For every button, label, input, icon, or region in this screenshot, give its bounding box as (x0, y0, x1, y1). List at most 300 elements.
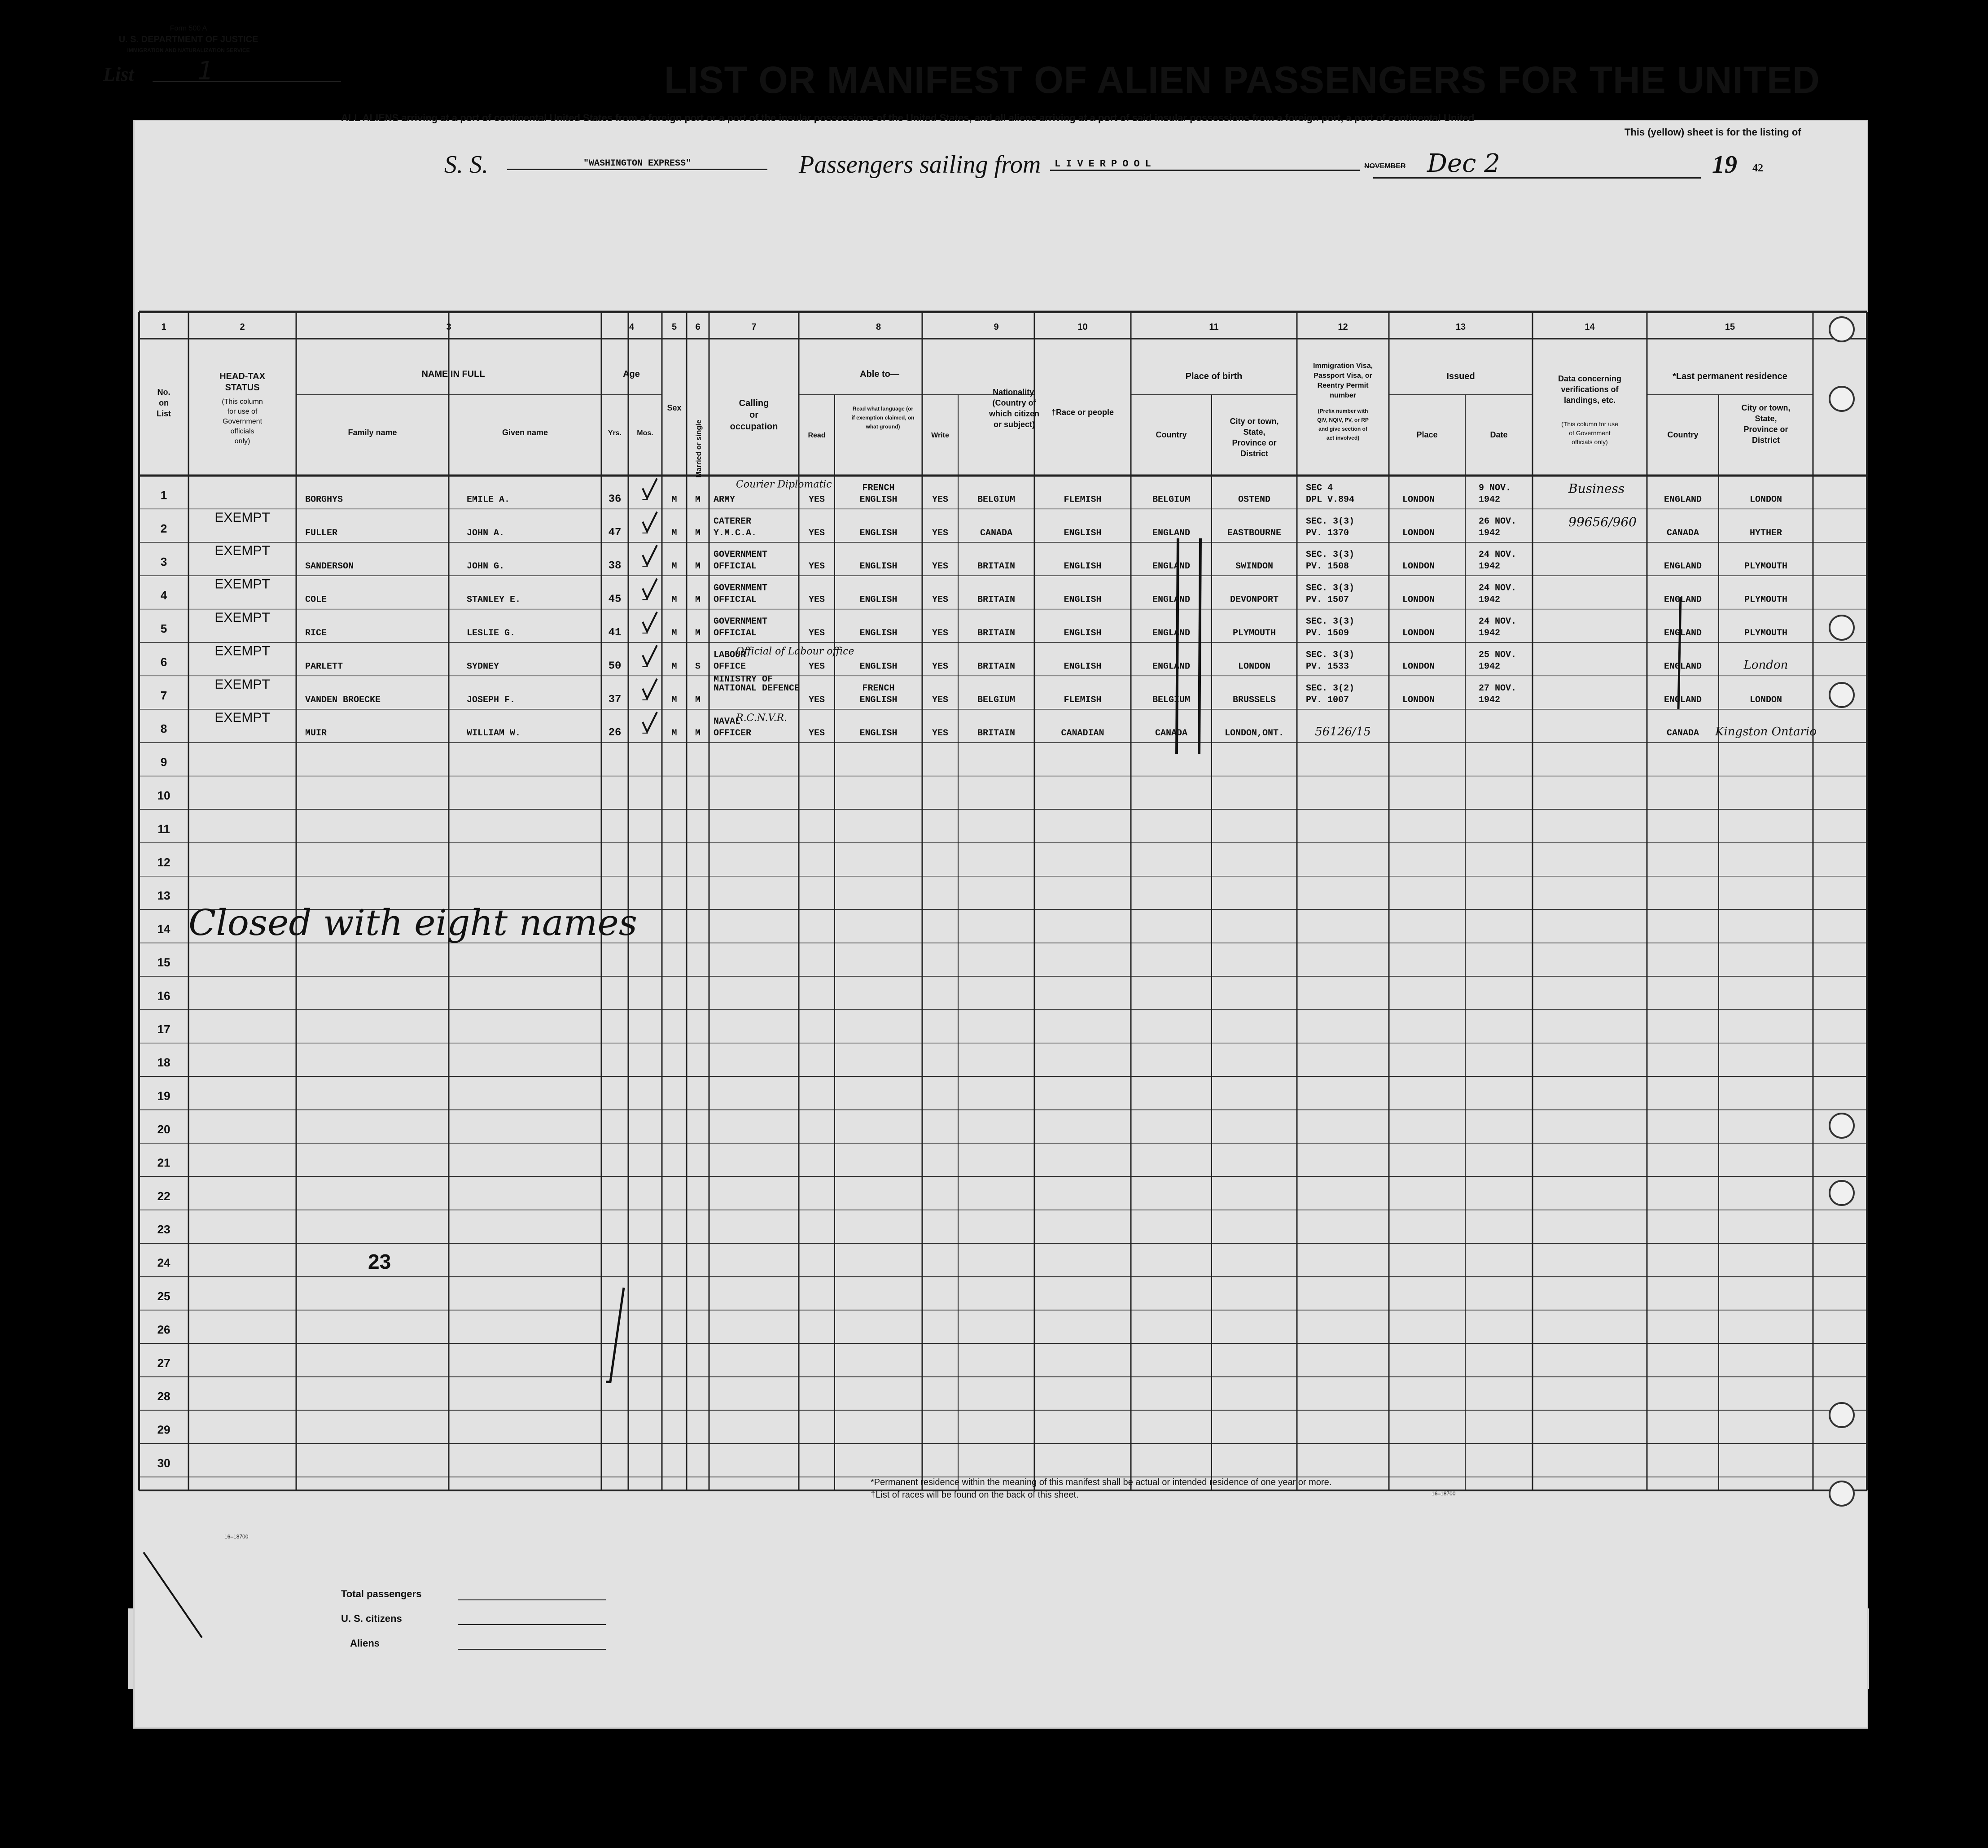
total-passengers-field[interactable] (458, 1599, 606, 1600)
column-number: 14 (1585, 322, 1595, 332)
header-visa: Passport Visa, or (1314, 372, 1372, 380)
row-language: ENGLISH (859, 661, 898, 672)
row-issued-date: 1942 (1479, 594, 1501, 605)
row-read: YES (808, 561, 825, 572)
row-res-city: PLYMOUTH (1744, 594, 1788, 605)
header-name-in-full: NAME IN FULL (421, 369, 485, 379)
row-nationality: CANADA (980, 528, 1013, 538)
row-number: 1 (160, 488, 167, 502)
row-nationality: BRITAIN (977, 594, 1016, 605)
row-birth-city: LONDON,ONT. (1224, 728, 1284, 739)
row-occupation: OFFICIAL (714, 628, 757, 638)
row-occupation: OFFICIAL (714, 594, 757, 605)
row-res-city: Kingston Ontario (1715, 725, 1817, 739)
row-number: 16 (157, 989, 171, 1003)
header-verifications-note: of Government (1569, 429, 1611, 437)
row-number: 22 (157, 1189, 171, 1203)
row-visa: PV. 1507 (1306, 594, 1349, 605)
row-issued-date: 24 NOV. (1479, 616, 1517, 627)
row-visa: SEC. 3(3) (1306, 550, 1355, 560)
row-race: FLEMISH (1064, 695, 1102, 705)
header-read-language: Read what language (or (852, 406, 914, 412)
list-label: List (103, 63, 134, 85)
row-number: 26 (157, 1323, 171, 1337)
stray-mark-icon (144, 1552, 202, 1638)
row-birth-country: BELGIUM (1152, 695, 1191, 705)
header-res-city: District (1752, 436, 1780, 445)
row-issued-date: 1942 (1479, 494, 1501, 505)
page-stamp: 23 (368, 1250, 391, 1273)
row-number: 20 (157, 1123, 171, 1136)
header-visa: number (1330, 392, 1356, 399)
header-birth-city: State, (1243, 428, 1265, 437)
header-nationality: (Country of (992, 398, 1036, 407)
column-number: 2 (240, 322, 245, 332)
row-birth-city: SWINDON (1235, 561, 1274, 572)
binder-hole-icon (1829, 1113, 1855, 1139)
row-verification: Business (1568, 481, 1625, 496)
footnote-races: †List of races will be found on the back of this sheet. (871, 1490, 1079, 1500)
column-number: 15 (1725, 322, 1735, 332)
row-age-years: 41 (608, 627, 622, 639)
row-read: YES (808, 728, 825, 739)
row-birth-city: OSTEND (1238, 494, 1271, 505)
row-occupation: MINISTRY OF (714, 674, 773, 685)
row-write: YES (932, 594, 949, 605)
header-issued: Issued (1446, 371, 1475, 381)
row-language: FRENCH (862, 683, 895, 694)
total-passengers-label: Total passengers (341, 1588, 422, 1599)
row-married: M (695, 494, 701, 505)
row-write: YES (932, 528, 949, 538)
row-language: ENGLISH (859, 728, 898, 739)
row-visa: DPL V.894 (1306, 494, 1355, 505)
row-nationality: BRITAIN (977, 628, 1016, 638)
row-res-city: PLYMOUTH (1744, 561, 1788, 572)
row-family-name: RICE (305, 628, 327, 638)
row-occupation: ARMY (714, 494, 736, 505)
row-birth-country: CANADA (1155, 728, 1188, 739)
header-birth-country: Country (1156, 430, 1187, 439)
column-number: 8 (876, 322, 881, 332)
row-issued-date: 1942 (1479, 695, 1501, 705)
header-able-to: Able to— (860, 369, 899, 379)
us-citizens-label: U. S. citizens (341, 1613, 402, 1624)
row-age-years: 38 (608, 560, 622, 572)
row-birth-country: ENGLAND (1152, 661, 1191, 672)
row-number: 7 (160, 688, 167, 702)
header-res-city: State, (1755, 414, 1777, 423)
column-number: 6 (695, 322, 701, 332)
row-issued-place: LONDON (1402, 695, 1435, 705)
row-occupation: OFFICIAL (714, 561, 757, 572)
header-head-tax-note: (This column (222, 398, 263, 406)
row-res-city: London (1743, 658, 1788, 672)
row-language: ENGLISH (859, 528, 898, 538)
row-issued-place: LONDON (1402, 528, 1435, 538)
row-age-months: — (642, 661, 648, 672)
row-nationality: BRITAIN (977, 561, 1016, 572)
long-check-mark-icon (606, 1288, 624, 1382)
header-visa: Immigration Visa, (1313, 362, 1373, 370)
sailing-label: Passengers sailing from (799, 151, 1041, 179)
header-read: Read (808, 432, 826, 439)
row-occupation-handwritten: Official of Labour office (736, 646, 854, 657)
page-title: LIST OR MANIFEST OF ALIEN PASSENGERS FOR THE UNITED (664, 59, 1820, 101)
row-issued-date: 9 NOV. (1479, 483, 1511, 494)
header-issued-date: Date (1490, 430, 1508, 439)
aliens-field[interactable] (458, 1649, 606, 1650)
header-head-tax: HEAD-TAX (219, 371, 265, 381)
row-issued-date: 1942 (1479, 661, 1501, 672)
header-verifications-note: (This column for use (1561, 420, 1618, 428)
header-head-tax-note: for use of (227, 408, 258, 415)
row-number: 21 (157, 1156, 171, 1170)
header-race: †Race or people (1051, 408, 1114, 417)
ship-name: "WASHINGTON EXPRESS" (507, 158, 767, 170)
row-headtax: EXEMPT (215, 677, 270, 692)
header-sex: Sex (667, 403, 682, 412)
row-number: 9 (160, 755, 167, 769)
header-verifications: landings, etc. (1563, 396, 1616, 405)
header-calling: Calling (739, 398, 769, 408)
row-visa: SEC 4 (1306, 483, 1333, 494)
column-number: 9 (994, 322, 999, 332)
row-issued-date: 27 NOV. (1479, 683, 1517, 694)
header-visa-note: QIV, NQIV, PV, or RP (1317, 417, 1369, 423)
list-value: 1 (197, 57, 214, 86)
row-married: M (695, 695, 701, 705)
row-family-name: BORGHYS (305, 494, 343, 505)
row-nationality: BRITAIN (977, 728, 1016, 739)
row-occupation: OFFICER (714, 728, 752, 739)
row-number: 25 (157, 1289, 171, 1303)
column-number: 11 (1209, 322, 1219, 332)
row-res-city: HYTHER (1749, 528, 1782, 538)
row-number: 8 (160, 722, 167, 736)
row-read: YES (808, 628, 825, 638)
row-given-name: SYDNEY (467, 661, 499, 672)
year-suffix: 42 (1752, 162, 1763, 174)
row-headtax: EXEMPT (215, 710, 270, 725)
row-visa: 56126/15 (1315, 725, 1371, 739)
row-number: 4 (160, 588, 167, 602)
row-res-country: ENGLAND (1664, 628, 1702, 638)
header-read-language: if exemption claimed, on (851, 415, 915, 421)
row-number: 27 (157, 1356, 171, 1370)
row-issued-date: 25 NOV. (1479, 650, 1517, 660)
row-visa: PV. 1508 (1306, 561, 1349, 572)
row-married: S (695, 661, 701, 672)
header-mos: Mos. (637, 429, 653, 437)
row-occupation: GOVERNMENT (714, 550, 768, 560)
header-verifications-note: officials only) (1572, 438, 1608, 446)
row-occupation-handwritten: Courier Diplomatic (736, 479, 832, 490)
row-given-name: LESLIE G. (467, 628, 516, 638)
row-res-country: ENGLAND (1664, 494, 1702, 505)
row-language: ENGLISH (859, 494, 898, 505)
row-age-months: — (642, 728, 648, 739)
row-headtax: EXEMPT (215, 510, 270, 525)
row-write: YES (932, 695, 949, 705)
row-age-years: 37 (608, 693, 622, 706)
row-race: ENGLISH (1064, 628, 1102, 638)
row-birth-city: EASTBOURNE (1227, 528, 1282, 538)
header-age: Age (623, 369, 640, 379)
row-occupation: NAVAL (714, 716, 741, 727)
row-birth-city: PLYMOUTH (1232, 628, 1276, 638)
row-issued-date: 26 NOV. (1479, 516, 1517, 527)
binder-hole-icon (1829, 615, 1855, 641)
row-issued-place: LONDON (1402, 628, 1435, 638)
row-age-months: — (642, 528, 648, 538)
row-married: M (695, 528, 701, 538)
row-occupation: CATERER (714, 516, 752, 527)
row-birth-city: DEVONPORT (1230, 594, 1279, 605)
column-number: 3 (446, 322, 451, 332)
row-res-country: CANADA (1666, 728, 1699, 739)
row-visa: PV. 1509 (1306, 628, 1349, 638)
row-occupation: Y.M.C.A. (714, 528, 757, 538)
row-occupation: GOVERNMENT (714, 616, 768, 627)
row-res-country: ENGLAND (1664, 561, 1702, 572)
row-occupation: OFFICE (714, 661, 746, 672)
row-family-name: SANDERSON (305, 561, 354, 572)
row-age-months: — (642, 494, 648, 505)
row-headtax: EXEMPT (215, 543, 270, 559)
row-number: 2 (160, 521, 167, 535)
footnote-residence: *Permanent residence within the meaning of this manifest shall be actual or intended residence of one year or more. (871, 1477, 1332, 1487)
row-nationality: BRITAIN (977, 661, 1016, 672)
row-language: ENGLISH (859, 561, 898, 572)
row-issued-place: LONDON (1402, 661, 1435, 672)
row-language: ENGLISH (859, 628, 898, 638)
column-number: 7 (751, 322, 757, 332)
row-number: 18 (157, 1056, 171, 1070)
row-number: 19 (157, 1089, 171, 1103)
row-read: YES (808, 528, 825, 538)
column-number: 10 (1077, 322, 1088, 332)
row-visa: SEC. 3(2) (1306, 683, 1355, 694)
tick-mark-icon (1177, 538, 1178, 754)
header-birth-city: City or town, (1230, 417, 1279, 426)
tick-mark-icon (1678, 597, 1681, 709)
binder-hole-icon (1829, 1481, 1855, 1507)
header-nationality: Nationality. (993, 388, 1036, 397)
header-birth-city: Province or (1232, 438, 1277, 447)
row-number: 3 (160, 555, 167, 569)
header-res-city: City or town, (1741, 403, 1791, 412)
header-head-tax: STATUS (225, 383, 260, 393)
header-visa: Reentry Permit (1317, 382, 1369, 389)
row-number: 28 (157, 1389, 171, 1403)
row-age-months: — (642, 561, 648, 572)
row-age-years: 45 (608, 593, 622, 606)
binder-hole-icon (1829, 682, 1855, 708)
header-no-on-list: on (159, 398, 169, 407)
row-occupation: NATIONAL DEFENCE (714, 683, 800, 694)
month-printed: NOVEMBER (1364, 162, 1406, 170)
row-race: ENGLISH (1064, 594, 1102, 605)
row-birth-city: BRUSSELS (1232, 695, 1276, 705)
row-birth-city: LONDON (1238, 661, 1271, 672)
header-head-tax-note: Government (222, 418, 263, 425)
header-issued-place: Place (1416, 430, 1438, 439)
row-visa: SEC. 3(3) (1306, 583, 1355, 594)
row-write: YES (932, 661, 949, 672)
header-verifications: verifications of (1561, 385, 1619, 394)
row-write: YES (932, 728, 949, 739)
row-number: 10 (157, 789, 171, 802)
row-number: 15 (157, 956, 171, 969)
row-sex: M (671, 695, 677, 705)
row-race: ENGLISH (1064, 528, 1102, 538)
row-family-name: PARLETT (305, 661, 343, 672)
row-issued-date: 24 NOV. (1479, 583, 1517, 594)
header-yrs: Yrs. (608, 429, 622, 437)
row-married: M (695, 594, 701, 605)
row-birth-country: ENGLAND (1152, 594, 1191, 605)
closed-note: Closed with eight names (188, 902, 637, 944)
us-citizens-field[interactable] (458, 1624, 606, 1625)
binder-hole-icon (1829, 316, 1855, 342)
column-number: 5 (671, 322, 677, 332)
row-number: 29 (157, 1423, 171, 1437)
header-write: Write (931, 432, 949, 439)
department: U. S. DEPARTMENT OF JUSTICE (118, 35, 258, 44)
row-given-name: JOSEPH F. (467, 695, 516, 705)
header-res-country: Country (1667, 430, 1699, 439)
header-calling: or (749, 410, 758, 420)
row-number: 6 (160, 655, 167, 669)
row-number: 17 (157, 1022, 171, 1036)
row-occupation-handwritten: R.C.N.V.R. (736, 712, 788, 724)
intro-text: ALL ALIENS arriving at a port of continental United States from a foreign port or a port of the insular possessions of the United States, and all aliens arriving at a port of said insular possessions from a foreign port, a port of continental United (341, 112, 1475, 123)
form-code: 16–18700 (1432, 1490, 1456, 1497)
row-res-city: LONDON (1749, 494, 1782, 505)
header-given-name: Given name (502, 428, 548, 437)
row-sex: M (671, 594, 677, 605)
row-number: 13 (157, 889, 171, 903)
service: IMMIGRATION AND NATURALIZATION SERVICE (127, 47, 250, 53)
row-read: YES (808, 494, 825, 505)
row-sex: M (671, 728, 677, 739)
row-family-name: FULLER (305, 528, 338, 538)
row-number: 24 (157, 1256, 171, 1270)
row-sex: M (671, 528, 677, 538)
row-res-country: CANADA (1666, 528, 1699, 538)
sailing-port: LIVERPOOL (1050, 158, 1360, 171)
header-res-city: Province or (1743, 425, 1788, 434)
row-race: FLEMISH (1064, 494, 1102, 505)
aliens-label: Aliens (350, 1638, 380, 1649)
month-handwritten: Dec 2 (1427, 149, 1500, 178)
row-age-months: — (642, 594, 648, 605)
binder-hole-icon (1829, 1180, 1855, 1206)
row-race: CANADIAN (1061, 728, 1104, 739)
row-birth-country: BELGIUM (1152, 494, 1191, 505)
row-write: YES (932, 494, 949, 505)
tick-mark-icon (1199, 538, 1200, 754)
header-calling: occupation (730, 422, 778, 432)
column-number: 4 (629, 322, 635, 332)
row-issued-place: LONDON (1402, 594, 1435, 605)
row-number: 30 (157, 1456, 171, 1470)
year-prefix: 19 (1712, 151, 1737, 179)
row-nationality: BELGIUM (977, 494, 1016, 505)
row-age-years: 36 (608, 493, 622, 506)
row-age-months: — (642, 628, 648, 638)
form-number: Form 500 A (170, 25, 207, 32)
row-verification: 99656/960 (1568, 514, 1637, 529)
row-sex: M (671, 661, 677, 672)
row-family-name: MUIR (305, 728, 327, 739)
row-read: YES (808, 661, 825, 672)
row-issued-date: 1942 (1479, 561, 1501, 572)
row-visa: PV. 1007 (1306, 695, 1349, 705)
row-res-city: LONDON (1749, 695, 1782, 705)
row-birth-country: ENGLAND (1152, 561, 1191, 572)
row-visa: SEC. 3(3) (1306, 650, 1355, 660)
header-visa-note: act involved) (1326, 435, 1360, 441)
row-res-country: ENGLAND (1664, 594, 1702, 605)
header-nationality: which citizen (989, 409, 1040, 418)
row-write: YES (932, 628, 949, 638)
header-place-of-birth: Place of birth (1185, 371, 1243, 381)
row-headtax: EXEMPT (215, 577, 270, 592)
row-issued-place: LONDON (1402, 494, 1435, 505)
row-visa: PV. 1370 (1306, 528, 1349, 538)
row-headtax: EXEMPT (215, 610, 270, 625)
header-family-name: Family name (348, 428, 397, 437)
row-number: 23 (157, 1223, 171, 1236)
header-no-on-list: No. (157, 388, 171, 397)
row-write: YES (932, 561, 949, 572)
row-issued-date: 1942 (1479, 628, 1501, 638)
row-language: FRENCH (862, 483, 895, 494)
row-issued-date: 24 NOV. (1479, 550, 1517, 560)
row-occupation: LABOUR (714, 650, 746, 660)
row-sex: M (671, 561, 677, 572)
row-family-name: COLE (305, 594, 327, 605)
row-married: M (695, 561, 701, 572)
footnotes (871, 1476, 1331, 1501)
row-age-years: 47 (608, 526, 622, 539)
binder-hole-icon (1829, 1402, 1855, 1428)
row-sex: M (671, 628, 677, 638)
binder-hole-icon (1829, 386, 1855, 412)
row-given-name: JOHN A. (467, 528, 505, 538)
row-birth-country: ENGLAND (1152, 528, 1191, 538)
row-given-name: JOHN G. (467, 561, 505, 572)
ship-label: S. S. (444, 151, 488, 179)
row-age-years: 50 (608, 660, 622, 673)
row-age-years: 26 (608, 727, 622, 739)
row-age-months: — (642, 695, 648, 705)
row-married: M (695, 728, 701, 739)
row-number: 11 (158, 822, 170, 836)
column-number: 1 (161, 322, 166, 332)
row-nationality: BELGIUM (977, 695, 1016, 705)
header-verifications: Data concerning (1558, 374, 1622, 383)
header-nationality: or subject) (993, 420, 1035, 429)
row-occupation: GOVERNMENT (714, 583, 768, 594)
intro-text-2: This (yellow) sheet is for the listing of (1625, 127, 1801, 138)
header-no-on-list: List (156, 409, 171, 418)
header-birth-city: District (1240, 449, 1269, 458)
header-last-residence: *Last permanent residence (1673, 371, 1787, 381)
row-given-name: EMILE A. (467, 494, 510, 505)
